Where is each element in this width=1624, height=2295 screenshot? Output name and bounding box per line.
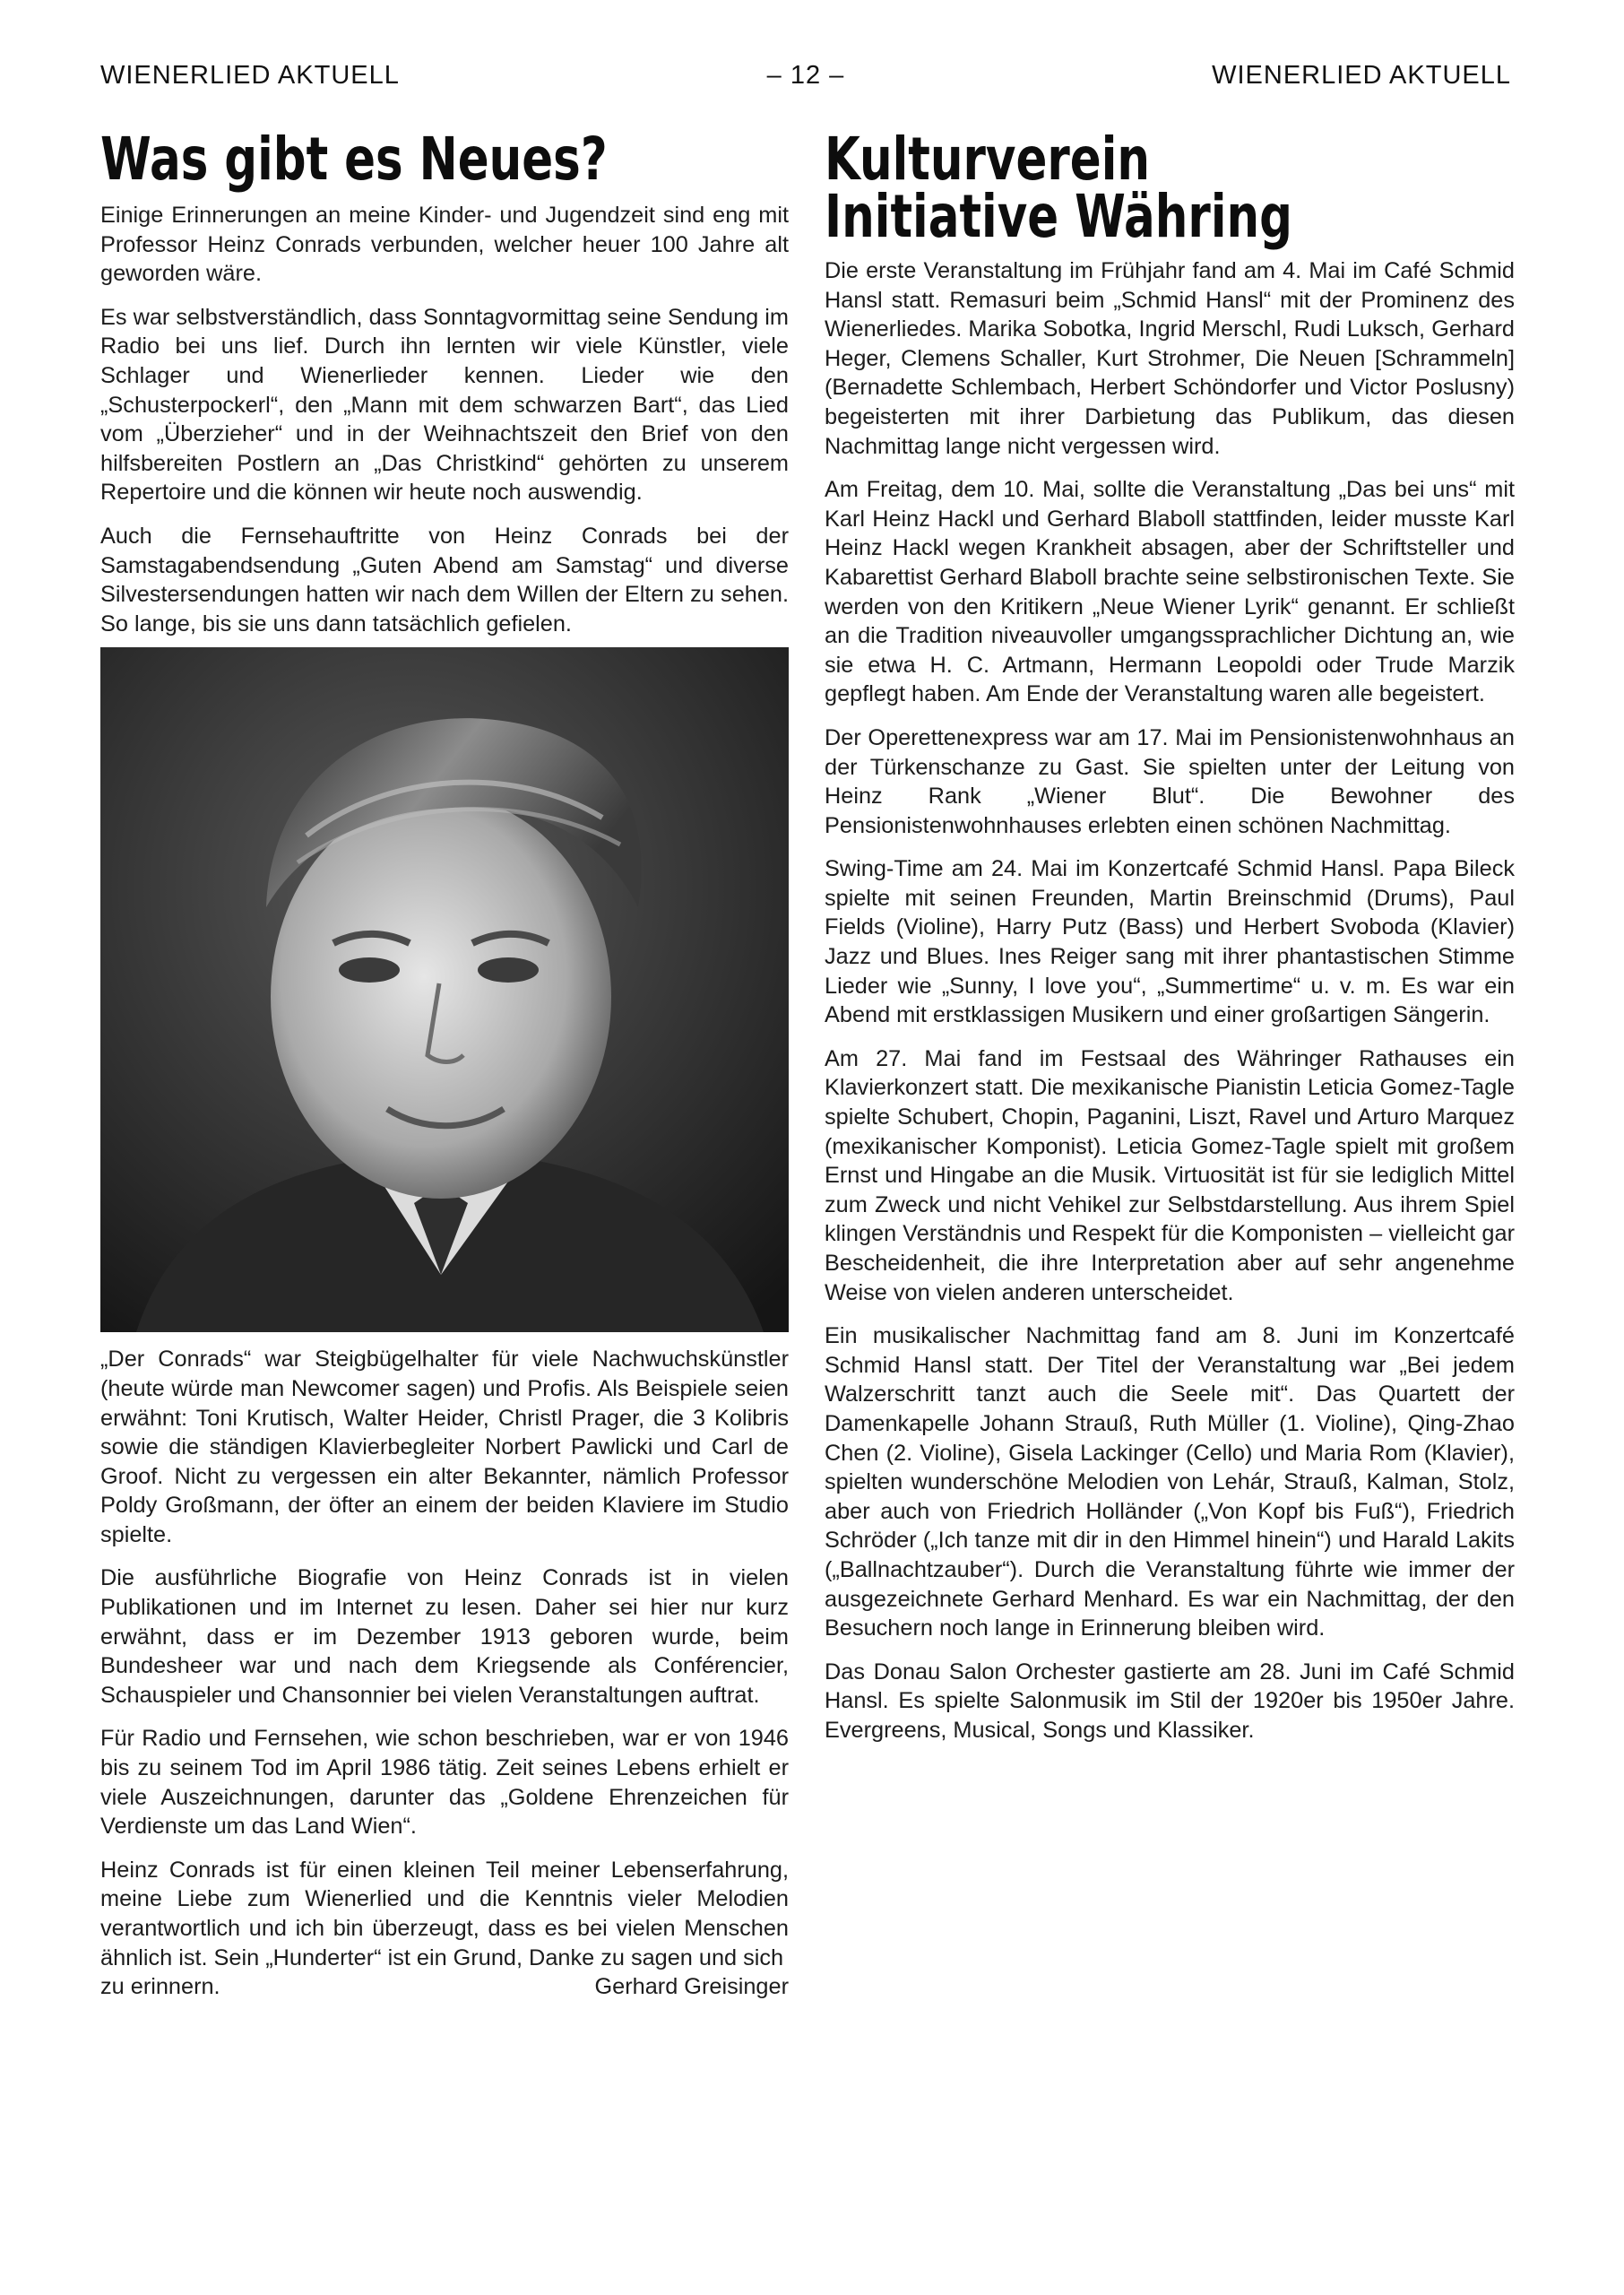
right-paragraph-7: Das Donau Salon Orchester gastierte am 28. Juni im Café Schmid Hansl. Es spielte Salonmusik im Stil der 1920er bis 1950er Jahre. Evergreens, Musical, Songs und Klassiker. bbox=[825, 1658, 1515, 1743]
left-paragraph-6: Für Radio und Fernsehen, wie schon beschrieben, war er von 1946 bis zu seinem Tod im April 1986 tätig. Zeit seines Lebens erhielt er viele Auszeichnungen, darunter das „Goldene Ehrenzeichen für Verdienste um das Land Wien“. bbox=[100, 1726, 789, 1840]
right-title-line-1: Kulturverein bbox=[825, 125, 1151, 194]
signature-line bbox=[100, 1972, 789, 2002]
right-paragraph-3: Der Operettenexpress war am 17. Mai im Pensionistenwohnhaus an der Türkenschanze zu Gast. Sie spielten unter der Leitung von Heinz Rank „Wiener Blut“. Die Bewohner des Pensionistenwohnhauses erlebten einen schönen Nachmittag. bbox=[825, 724, 1515, 838]
right-paragraph-4: Swing-Time am 24. Mai im Konzertcafé Schmid Hansl. Papa Bileck spielte mit seinen Freunden, Martin Breinschmid (Drums), Paul Fields (Violine), Harry Putz (Bass) und Herbert Svoboda (Klavier) Jazz und Blues. Ines Reiger sang mit ihrer phantastischen Stimme Lieder wie „Sunny, I love you“, „Summertime“ u. v. m. Es war ein Abend mit erstklassigen Musikern und einer großartigen Sängerin. bbox=[825, 856, 1515, 1028]
right-paragraph-2: Am Freitag, dem 10. Mai, sollte die Veranstaltung „Das bei uns“ mit Karl Heinz Hackl und Gerhard Blaboll stattfinden, leider musste Karl Heinz Hackl wegen Krankheit absagen, aber der Schriftsteller und Kabarettist Gerhard Blaboll brachte seine selbstironischen Texte. Sie werden von den Kritikern „Neue Wiener Lyrik“ genannt. Er schließt an die Tradition niveauvoller umgangssprachlicher Dichtung an, wie sie etwa H. C. Artmann, Hermann Leopoldi oder Trude Marzik gepflegt haben. Am Ende der Veranstaltung waren alle begeistert. bbox=[825, 477, 1515, 707]
running-head-left: WIENERLIED AKTUELL bbox=[100, 61, 400, 90]
left-article-title: Was gibt es Neues? bbox=[100, 125, 608, 194]
left-paragraph-5: Die ausführliche Biografie von Heinz Conrads ist in vielen Publikationen und im Internet zu lesen. Daher sei hier nur kurz erwähnt, dass er im Dezember 1913 geboren wurde, beim Bundesheer war und nach dem Kriegsende als Conférencier, Schauspieler und Chansonnier bei vielen Veranstaltungen auftrat. bbox=[100, 1565, 789, 1708]
portrait-photo bbox=[100, 647, 789, 1332]
closing-text: zu erinnern. bbox=[100, 1974, 220, 2000]
left-paragraph-2: Es war selbstverständlich, dass Sonntagvormittag seine Sendung im Radio bei uns lief. Durch ihn lernten wir viele Künstler, viele Schlager und Wienerlieder kennen. Lieder wie den „Schusterpockerl“, den „Mann mit dem schwarzen Bart“, das Lied vom „Überzieher“ und in der Weihnachtszeit den Brief von den hilfsbereiten Postlern an „Das Christkind“ gehörten zu unserem Repertoire und die können wir heute noch auswendig. bbox=[100, 304, 789, 506]
left-paragraph-7: Heinz Conrads ist für einen kleinen Teil meiner Lebenserfahrung, meine Liebe zum Wienerlied und die Kenntnis vieler Melodien verantwortlich und ich bin überzeugt, dass es bei vielen Menschen ähnlich ist. Sein „Hunderter“ ist ein Grund, Danke zu sagen und sich bbox=[100, 1857, 789, 1970]
running-head-right: WIENERLIED AKTUELL bbox=[1212, 61, 1511, 90]
page-number: – 12 – bbox=[766, 61, 845, 90]
page-header bbox=[100, 61, 1511, 100]
right-article-title bbox=[825, 125, 1363, 251]
right-paragraph-1: Die erste Veranstaltung im Frühjahr fand am 4. Mai im Café Schmid Hansl statt. Remasuri beim „Schmid Hansl“ mit der Prominenz des Wienerliedes. Marika Sobotka, Ingrid Merschl, Rudi Luksch, Gerhard Heger, Clemens Schaller, Kurt Strohmer, Die Neuen [Schrammeln] (Bernadette Schlembach, Herbert Schöndorfer und Victor Poslusny) begeisterten mit ihrer Darbietung das Publikum, das diesen Nachmittag lange nicht vergessen wird. bbox=[825, 258, 1515, 459]
right-paragraph-6: Ein musikalischer Nachmittag fand am 8. Juni im Konzertcafé Schmid Hansl statt. Der Titel der Veranstaltung war „Bei jedem Walzerschritt tanzt auch die Seele mit“. Das Quartett der Damenkapelle Johann Strauß, Ruth Müller (1. Violine), Qing-Zhao Chen (2. Violine), Gisela Lackinger (Cello) und Maria Rom (Klavier), spielten wunderschöne Melodien von Lehár, Strauß, Kalman, Stolz, aber auch von Friedrich Holländer („Von Kopf bis Fuß“), Friedrich Schröder („Ich tanze mit dir in den Himmel hinein“) und Harald Lakits („Ballnachtzauber“). Durch die Veranstaltung führte wie immer der ausgezeichnete Gerhard Menhard. Es war ein Nachmittag, der den Besuchern noch lange in Erinnerung bleiben wird. bbox=[825, 1323, 1515, 1641]
portrait-illustration bbox=[100, 647, 789, 1332]
left-column bbox=[100, 125, 789, 2016]
author-name: Gerhard Greisinger bbox=[594, 1974, 789, 2000]
left-paragraph-3: Auch die Fernsehauftritte von Heinz Conrads bei der Samstagabendsendung „Guten Abend am Samstag“ und diverse Silvestersendungen hatten wir nach dem Willen der Eltern zu sehen. So lange, bis sie uns dann tatsächlich gefielen. bbox=[100, 523, 789, 637]
right-title-line-2: Initiative Währing bbox=[825, 182, 1292, 251]
right-paragraph-5: Am 27. Mai fand im Festsaal des Währinger Rathauses ein Klavierkonzert statt. Die mexikanische Pianistin Leticia Gomez-Tagle spielte Schubert, Chopin, Paganini, Liszt, Ravel und Arturo Marquez (mexikanischer Komponist). Leticia Gomez-Tagle spielt mit großem Ernst und Hingabe an die Musik. Virtuosität ist für sie lediglich Mittel zum Zweck und nicht Vehikel zur Selbstdarstellung. Aus ihrem Spiel klingen Verständnis und Respekt für die Komponisten – vielleicht gar Bescheidenheit, die ihre Interpretation aber auf sehr angenehme Weise von vielen anderen unterscheidet. bbox=[825, 1045, 1515, 1305]
left-paragraph-4: „Der Conrads“ war Steigbügelhalter für viele Nachwuchskünstler (heute würde man Newcomer sagen) und Profis. Als Beispiele seien erwähnt: Toni Krutisch, Walter Heider, Christl Prager, die 3 Kolibris sowie die ständigen Klavierbegleiter Norbert Pawlicki und Carl de Groof. Nicht zu vergessen ein alter Bekannter, nämlich Professor Poldy Großmann, der öfter an einem der beiden Klaviere im Studio spielte. bbox=[100, 1347, 789, 1547]
right-column bbox=[825, 125, 1515, 1760]
left-paragraph-1: Einige Erinnerungen an meine Kinder- und Jugendzeit sind eng mit Professor Heinz Conrads verbunden, welcher heuer 100 Jahre alt geworden wäre. bbox=[100, 203, 789, 287]
